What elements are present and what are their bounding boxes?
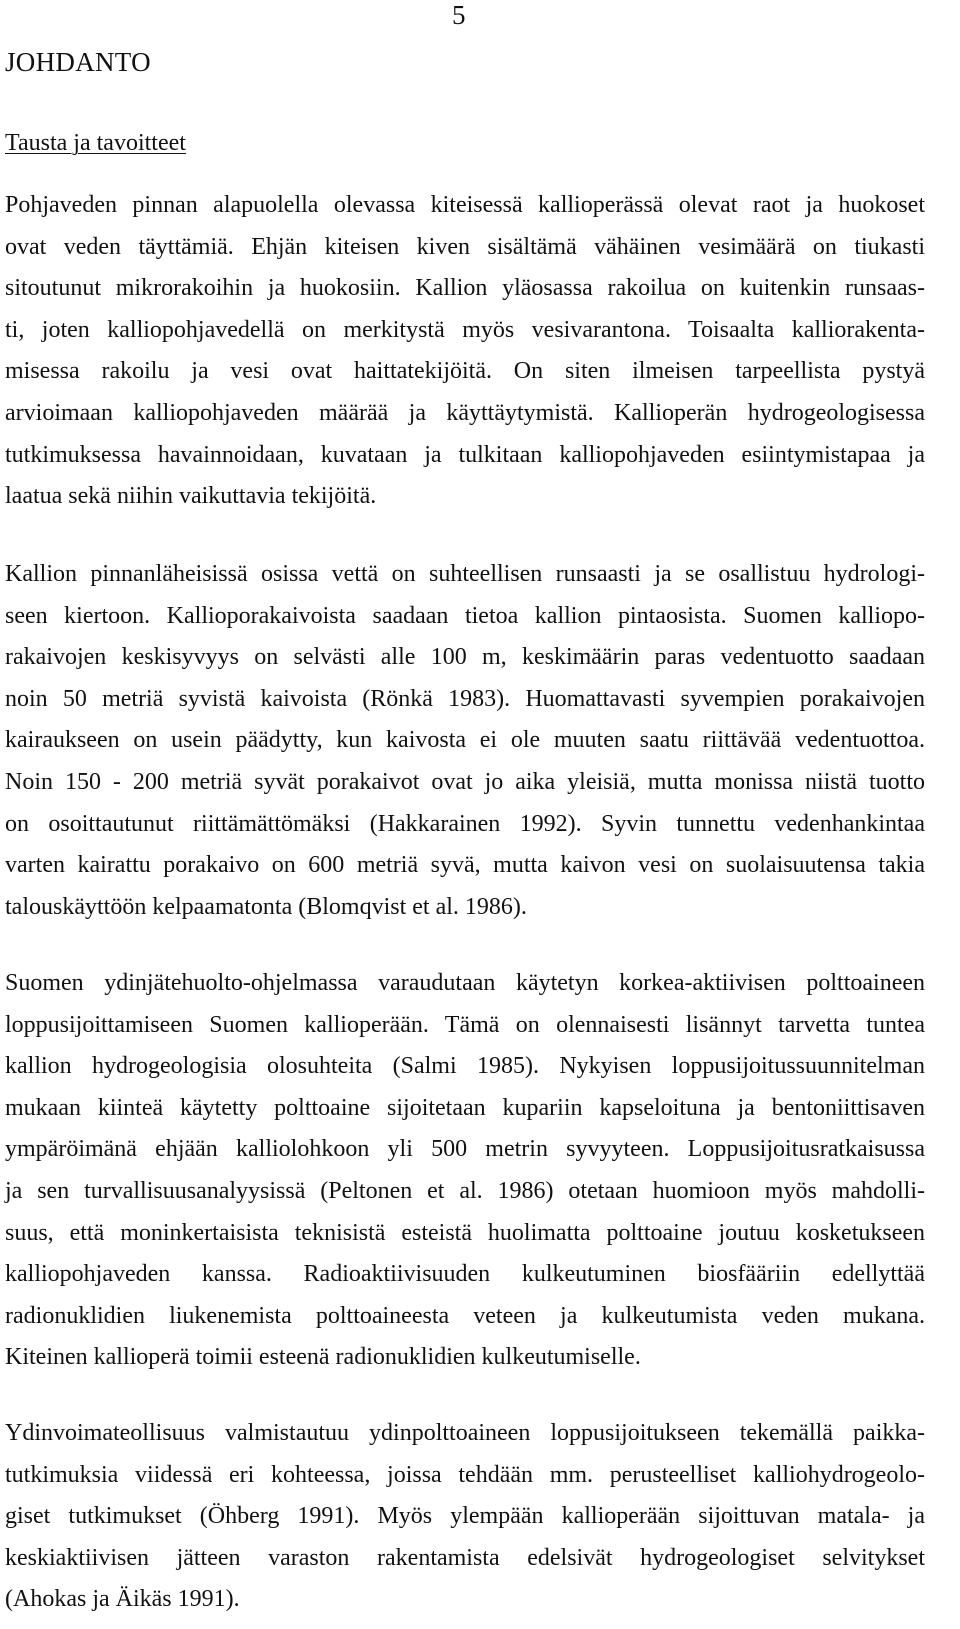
text-line: ja sen turvallisuusanalyysissä (Peltonen et al. 1986) otetaan huomioon myös mahdolli- bbox=[5, 1177, 925, 1204]
text-line: ovat veden täyttämiä. Ehjän kiteisen kiven sisältämä vähäinen vesimäärä on tiukasti bbox=[5, 233, 925, 260]
text-line: kairaukseen on usein päädytty, kun kaivosta ei ole muuten saatu riittävää vedentuottoa. bbox=[5, 727, 925, 754]
text-line: Kallion pinnanläheisissä osissa vettä on suhteellisen runsaasti ja se osallistuu hydrologi- bbox=[5, 561, 925, 587]
text-line: kalliopohjaveden kanssa. Radioaktiivisuuden kulkeutuminen biosfääriin edellyttää bbox=[5, 1261, 925, 1288]
text-line: talouskäyttöön kelpaamatonta (Blomqvist et al. 1986). bbox=[5, 893, 527, 920]
text-line: giset tutkimukset (Öhberg 1991). Myös ylempään kallioperään sijoittuvan matala- ja bbox=[5, 1503, 925, 1530]
chapter-title: JOHDANTO bbox=[5, 47, 151, 77]
text-line: radionuklidien liukenemista polttoaineesta veteen ja kulkeutumista veden mukana. bbox=[5, 1302, 925, 1329]
text-line: arvioimaan kalliopohjaveden määrää ja käyttäytymistä. Kallioperän hydrogeologisessa bbox=[5, 399, 925, 426]
page-number: 5 bbox=[452, 0, 466, 30]
paragraph-wells bbox=[5, 554, 925, 928]
section-title: Tausta ja tavoitteet bbox=[5, 130, 186, 156]
text-line: varten kairattu porakaivo on 600 metriä syvä, mutta kaivon vesi on suolaisuutensa takia bbox=[5, 852, 925, 879]
text-line: noin 50 metriä syvistä kaivoista (Rönkä 1983). Huomattavasti syvempien porakaivojen bbox=[5, 685, 925, 712]
text-line: mukaan kiinteä käytetty polttoaine sijoitetaan kupariin kapseloituna ja bentoniittisaven bbox=[5, 1094, 925, 1121]
text-line: keskiaktiivisen jätteen varaston rakentamista edelsivät hydrogeologiset selvitykset bbox=[5, 1544, 925, 1571]
text-line: tutkimuksessa havainnoidaan, kuvataan ja tulkitaan kalliopohjaveden esiintymistapaa ja bbox=[5, 441, 925, 468]
text-line: misessa rakoilu ja vesi ovat haittatekijöitä. On siten ilmeisen tarpeellista pystyä bbox=[5, 358, 925, 385]
text-line: ti, joten kalliopohjavedellä on merkitystä myös vesivarantona. Toisaalta kalliorakenta- bbox=[5, 316, 925, 343]
text-line: Pohjaveden pinnan alapuolella olevassa kiteisessä kallioperässä olevat raot ja huokoset bbox=[5, 192, 925, 218]
text-line: on osoittautunut riittämättömäksi (Hakkarainen 1992). Syvin tunnettu vedenhankintaa bbox=[5, 810, 925, 837]
text-line: tutkimuksia viidessä eri kohteessa, joissa tehdään mm. perusteelliset kalliohydrogeolo- bbox=[5, 1461, 925, 1488]
text-line: loppusijoittamiseen Suomen kallioperään. Tämä on olennaisesti lisännyt tarvetta tuntea bbox=[5, 1011, 925, 1038]
text-line: laatua sekä niihin vaikuttavia tekijöitä. bbox=[5, 483, 377, 510]
text-line: ympäröimänä ehjään kalliolohkoon yli 500 metrin syvyyteen. Loppusijoitusratkaisussa bbox=[5, 1136, 925, 1163]
text-line: seen kiertoon. Kallioporakaivoista saadaan tietoa kallion pintaosista. Suomen kalliopo- bbox=[5, 602, 925, 629]
text-line: suus, että moninkertaisista teknisistä esteistä huolimatta polttoaine joutuu kosketukseen bbox=[5, 1219, 925, 1246]
paragraph-background bbox=[5, 185, 925, 518]
text-line: Kiteinen kallioperä toimii esteenä radionuklidien kulkeutumiselle. bbox=[5, 1344, 641, 1371]
paragraph-site-studies bbox=[5, 1413, 925, 1621]
text-line: sitoutunut mikrorakoihin ja huokosiin. Kallion yläosassa rakoilua on kuitenkin runsaas- bbox=[5, 275, 925, 302]
text-line: Suomen ydinjätehuolto-ohjelmassa varaudutaan käytetyn korkea-aktiivisen polttoaineen bbox=[5, 970, 925, 996]
text-line: Noin 150 - 200 metriä syvät porakaivot ovat jo aika yleisiä, mutta monissa niistä tuotto bbox=[5, 768, 925, 795]
text-line: rakaivojen keskisyvyys on selvästi alle 100 m, keskimäärin paras vedentuotto saadaan bbox=[5, 644, 925, 671]
text-line: Ydinvoimateollisuus valmistautuu ydinpolttoaineen loppusijoitukseen tekemällä paikka- bbox=[5, 1420, 925, 1446]
text-line: (Ahokas ja Äikäs 1991). bbox=[5, 1586, 240, 1613]
text-line: kallion hydrogeologisia olosuhteita (Salmi 1985). Nykyisen loppusijoitussuunnitelman bbox=[5, 1053, 925, 1080]
paragraph-nuclear-waste bbox=[5, 963, 925, 1379]
